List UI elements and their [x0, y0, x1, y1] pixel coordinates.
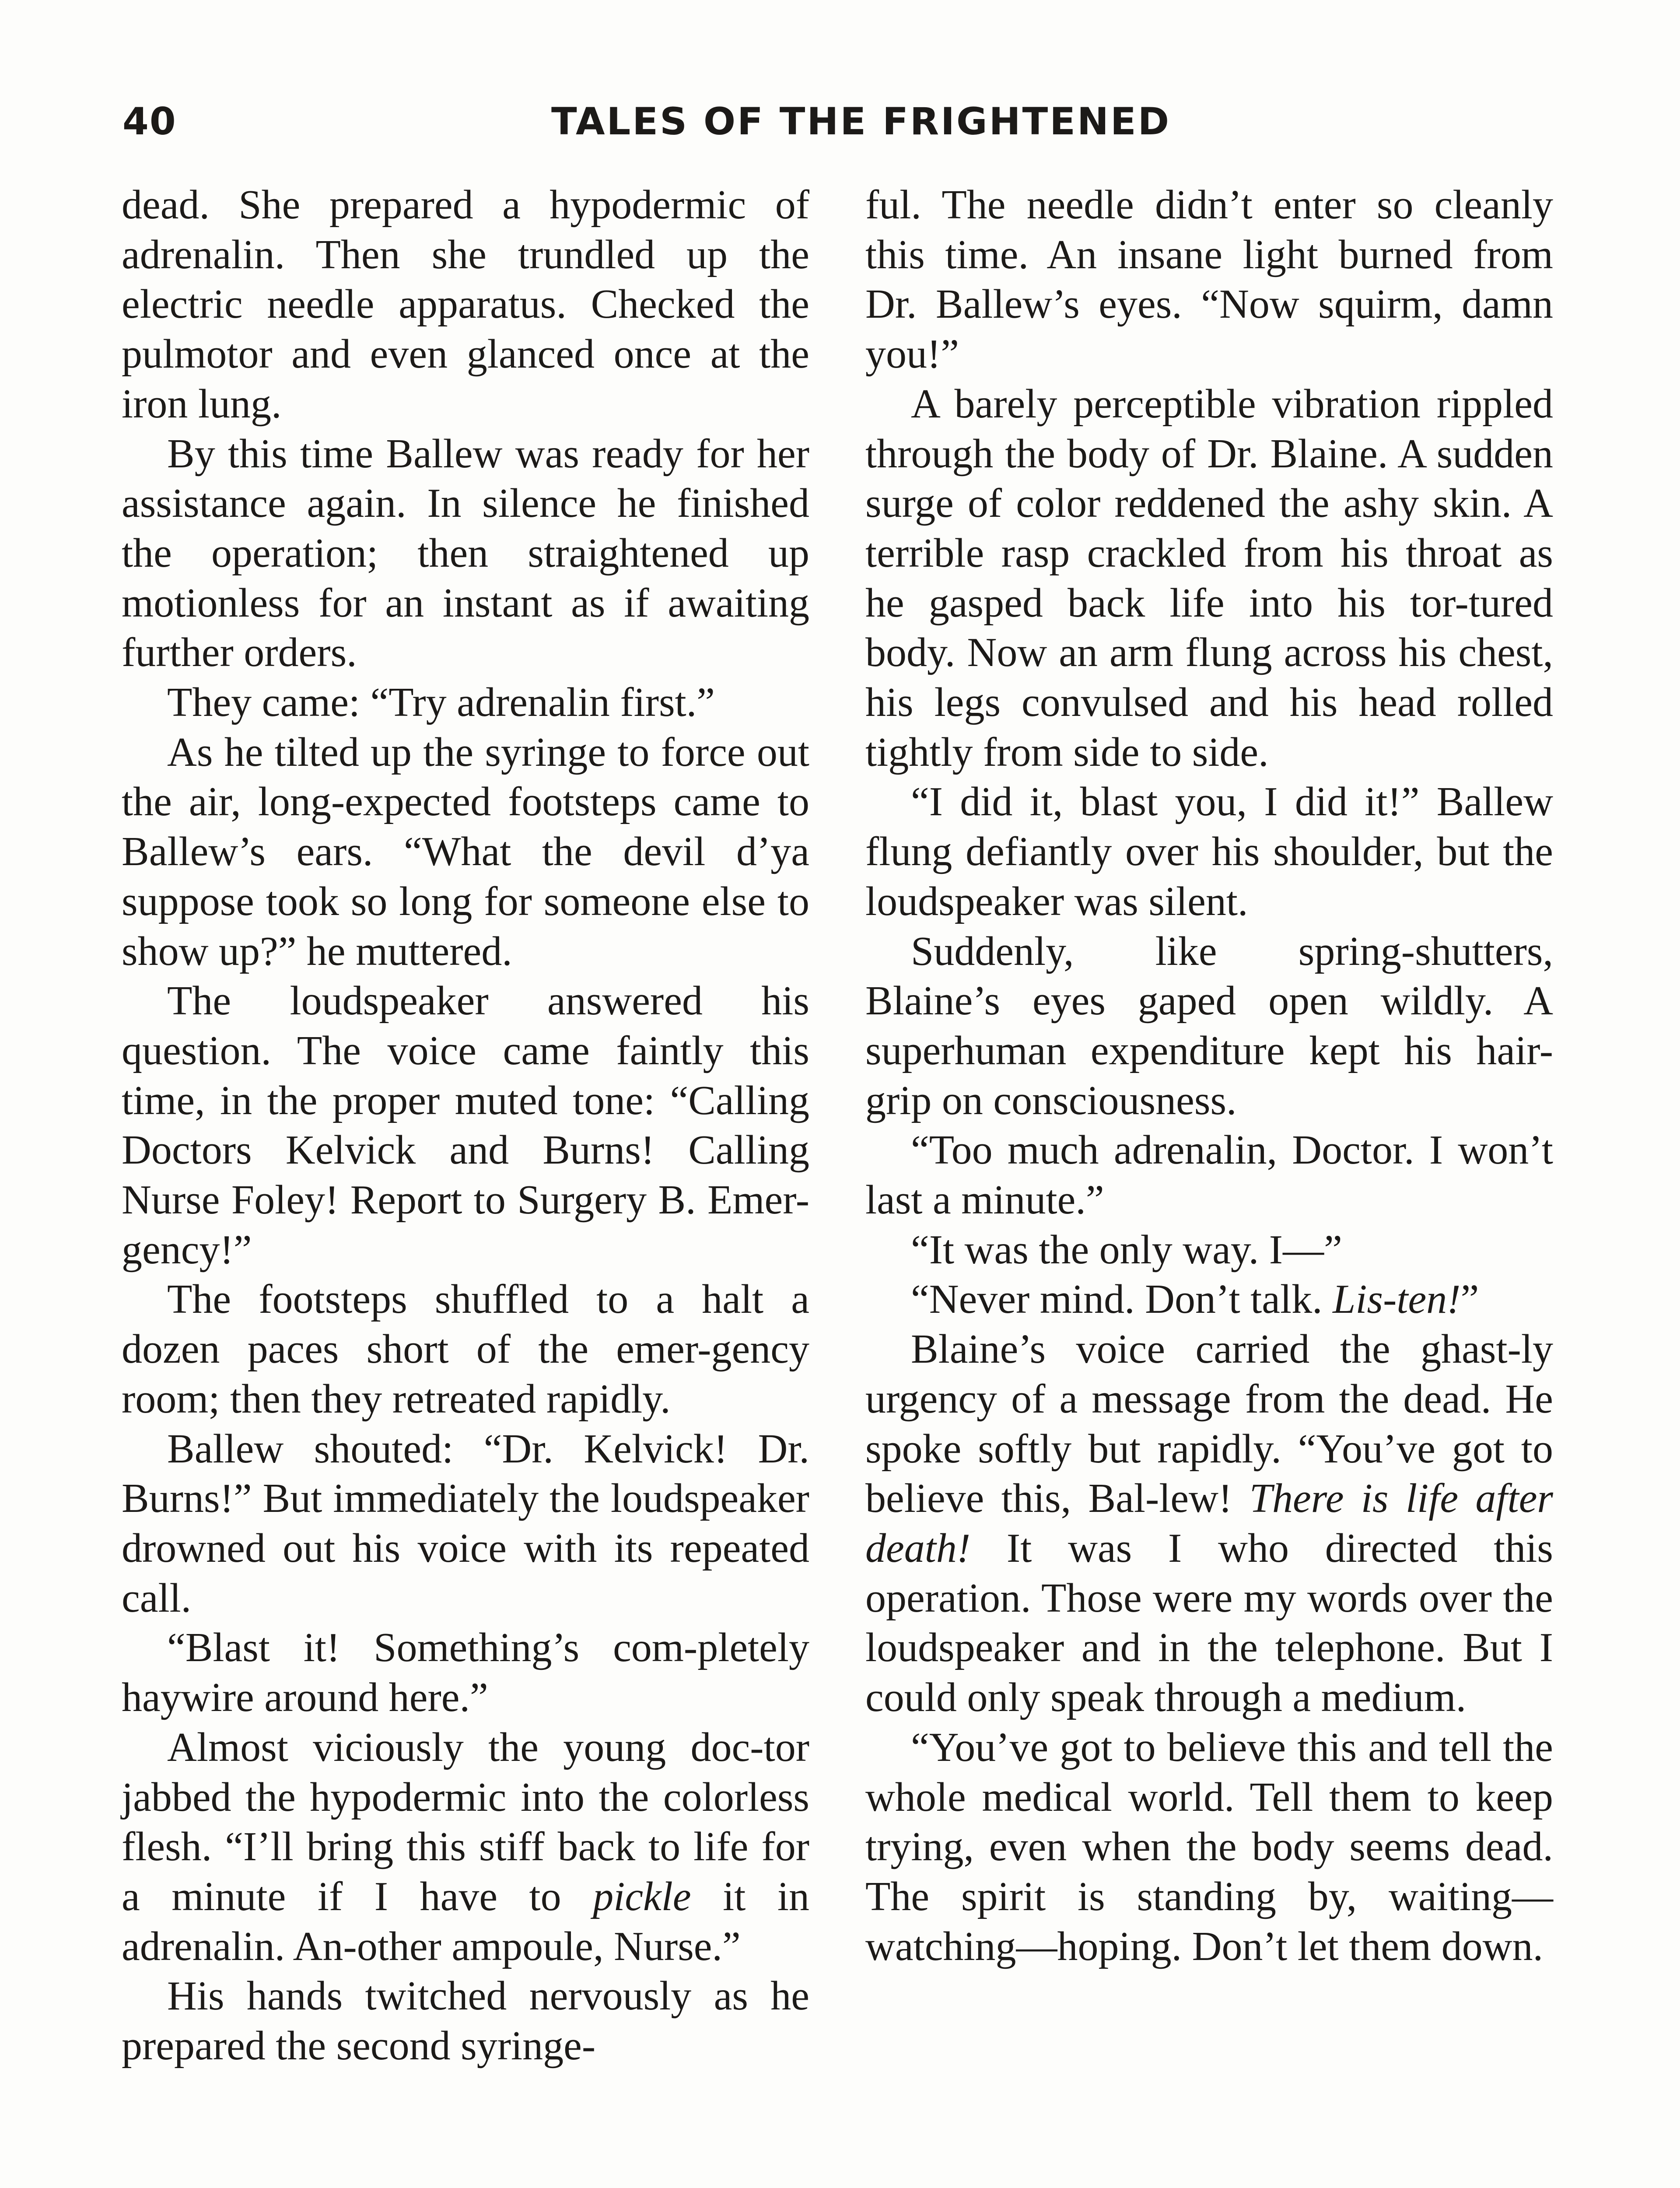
paragraph: A barely perceptible vibration rippled through the body of Dr. Blaine. A sudden surge of color reddened the ashy skin. A terrible rasp crackled from his throat as he gasped back life into his tor-tured body. Now an arm flung across his chest, his legs convulsed and his head rolled tightly from side to side.: [865, 381, 1553, 775]
paragraph: Suddenly, like spring-shutters, Blaine’s eyes gaped open wildly. A superhuman expenditure kept his hair-grip on consciousness.: [865, 928, 1553, 1123]
paragraph: “I did it, blast you, I did it!” Ballew flung defiantly over his shoulder, but the loudspeaker was silent.: [865, 779, 1553, 924]
paragraph: As he tilted up the syringe to force out the air, long-expected footsteps came to Ballew’s ears. “What the devil d’ya suppose took so long for someone else to show up?” he muttered.: [122, 729, 809, 974]
paragraph: “Too much adrenalin, Doctor. I won’t last a minute.”: [865, 1127, 1553, 1223]
page-number: 40: [122, 100, 177, 144]
paragraph: [865, 1325, 1553, 1723]
paragraph-text: ”: [1460, 1276, 1479, 1322]
paragraph: [122, 1723, 809, 1972]
paragraph: ful. The needle didn’t enter so cleanly this time. An insane light burned from Dr. Ballew’s eyes. “Now squirm, damn you!”: [865, 182, 1553, 377]
right-text-column: [865, 180, 1553, 1971]
left-text-column: [122, 180, 809, 2071]
paragraph: His hands twitched nervously as he prepared the second syringe-: [122, 1973, 809, 2069]
paragraph-text: Almost viciously the young doc-tor jabbed the hypodermic into the colorless flesh. “I’ll bring this stiff back to life for a minute if I have to: [122, 1724, 809, 1919]
paragraph-text: It was I who directed this operation. Those were my words over the loudspeaker and in the telephone. But I could only speak through a medium.: [865, 1525, 1553, 1721]
paragraph: [865, 1275, 1553, 1325]
paragraph: “Blast it! Something’s com-pletely haywire around here.”: [122, 1625, 809, 1721]
paragraph: “It was the only way. I—”: [911, 1227, 1342, 1273]
paragraph: The loudspeaker answered his question. The voice came faintly this time, in the proper muted tone: “Calling Doctors Kelvick and Burns! Calling Nurse Foley! Report to Surgery B. Emer-gency!”: [122, 978, 809, 1273]
paragraph: The footsteps shuffled to a halt a dozen paces short of the emer-gency room; then they retreated rapidly.: [122, 1276, 809, 1422]
page-header: [122, 100, 1566, 152]
italic-emphasis: There is life after death!: [865, 1476, 1553, 1571]
italic-emphasis: Lis-ten!: [1333, 1276, 1461, 1322]
paragraph: They came: “Try adrenalin first.”: [167, 680, 715, 726]
paragraph-text: “Never mind. Don’t talk.: [911, 1276, 1333, 1322]
running-title: TALES OF THE FRIGHTENED: [551, 100, 1171, 144]
paragraph: “You’ve got to believe this and tell the whole medical world. Tell them to keep trying, even when the body seems dead. The spirit is standing by, waiting—watching—hoping. Don’t let them down.: [865, 1724, 1553, 1969]
italic-emphasis: pickle: [593, 1873, 691, 1919]
paragraph: dead. She prepared a hypodermic of adrenalin. Then she trundled up the electric needle apparatus. Checked the pulmotor and even glanced once at the iron lung.: [122, 182, 809, 427]
paragraph: Ballew shouted: “Dr. Kelvick! Dr. Burns!” But immediately the loudspeaker drowned out his voice with its repeated call.: [122, 1426, 809, 1621]
paragraph-text: Blaine’s voice carried the ghast-ly urgency of a message from the dead. He spoke softly but rapidly. “You’ve got to believe this, Bal-lew!: [865, 1326, 1553, 1522]
paragraph-text: it in adrenalin. An-other ampoule, Nurse.”: [122, 1873, 809, 1969]
paragraph: By this time Ballew was ready for her assistance again. In silence he finished the operation; then straightened up motionless for an instant as if awaiting further orders.: [122, 431, 809, 676]
